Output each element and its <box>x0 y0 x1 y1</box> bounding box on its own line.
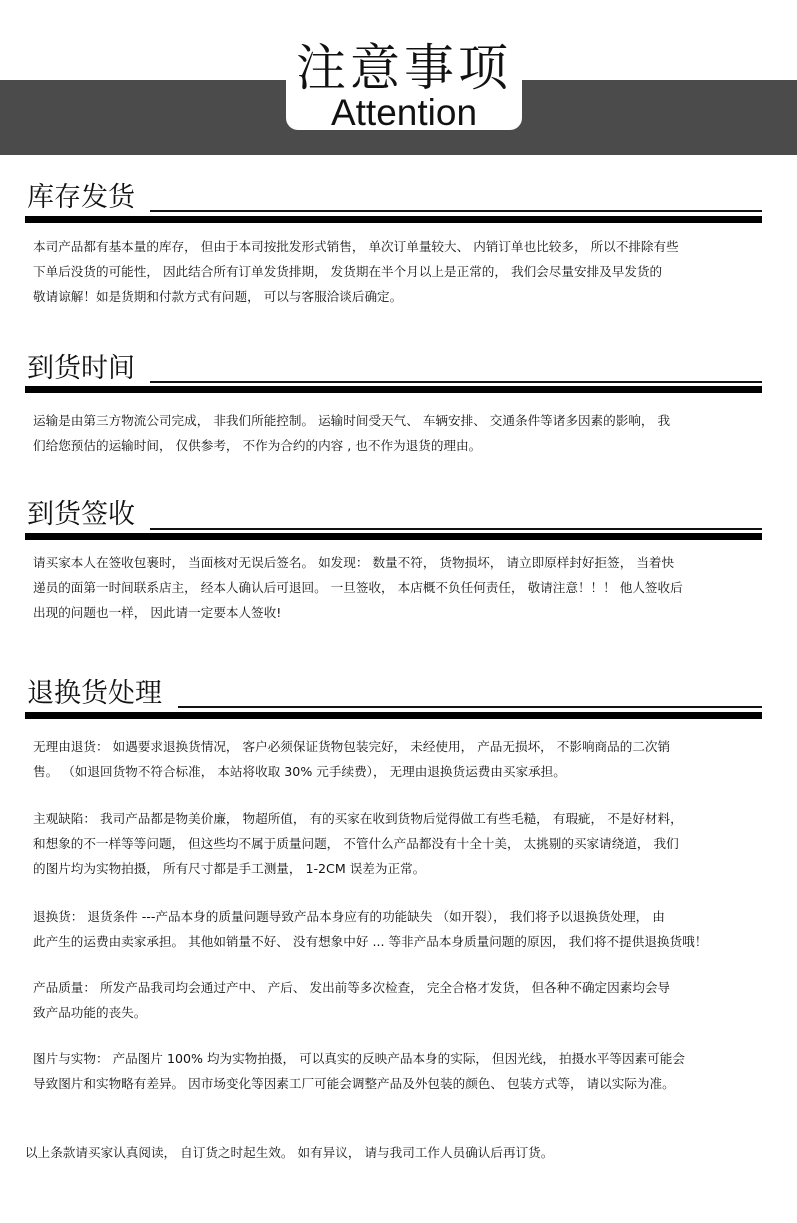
paragraph-delivery-time <box>33 408 670 458</box>
text-line: 和想象的不一样等等问题， 但这些均不属于质量问题， 不管什么产品都没有十全十美， 太挑剔的买家请绕道， 我们 <box>33 836 679 851</box>
paragraph-signing <box>33 550 683 625</box>
text-line: 导致图片和实物略有差异。 因市场变化等因素工厂可能会调整产品及外包装的颜色、 包装方式等， 请以实际为准。 <box>33 1076 675 1091</box>
text-line: 此产生的运费由卖家承担。 其他如销量不好、 没有想象中好 ... 等非产品本身质量问题的原因， 我们将不提供退换货哦！ <box>33 934 708 949</box>
section-divider <box>25 712 762 719</box>
text-line: 出现的问题也一样， 因此请一定要本人签收! <box>33 605 282 620</box>
section-divider <box>25 386 762 393</box>
section-divider <box>25 216 762 223</box>
text-line: 致产品功能的丧失。 <box>33 1005 147 1020</box>
section-divider <box>25 533 762 540</box>
text-line: 主观缺陷： 我司产品都是物美价廉， 物超所值， 有的买家在收到货物后觉得做工有些毛糙， 有瑕疵， 不是好材料， <box>33 811 683 826</box>
text-line: 运输是由第三方物流公司完成， 非我们所能控制。 运输时间受天气、 车辆安排、 交通条件等诸多因素的影响， 我 <box>33 413 671 428</box>
section-title-returns: 退换货处理 <box>27 678 162 709</box>
paragraph-quality <box>33 975 670 1025</box>
section-title-signing: 到货签收 <box>27 499 135 530</box>
text-line: 递员的面第一时间联系店主， 经本人确认后可退回。 一旦签收， 本店概不负任何责任， 敬请注意！！！ 他人签收后 <box>33 580 683 595</box>
text-line: 本司产品都有基本量的库存， 但由于本司按批发形式销售， 单次订单量较大、 内销订单也比较多， 所以不排除有些 <box>33 239 679 254</box>
section-title-stock: 库存发货 <box>27 182 135 213</box>
paragraph-stock <box>33 234 679 309</box>
paragraph-images <box>33 1046 685 1096</box>
section-underline <box>150 210 762 212</box>
page-subtitle: Attention <box>330 92 478 133</box>
text-line: 以上条款请买家认真阅读， 自订货之时起生效。 如有异议， 请与我司工作人员确认后再订货。 <box>25 1145 554 1160</box>
footer-note <box>25 1140 553 1165</box>
text-line: 退换货： 退货条件 ---产品本身的质量问题导致产品本身应有的功能缺失 （如开裂）， 我们将予以退换货处理， 由 <box>33 909 665 924</box>
section-underline <box>150 528 762 530</box>
paragraph-no-reason-return <box>33 734 670 784</box>
text-line: 无理由退货： 如遇要求退换货情况， 客户必须保证货物包装完好， 未经使用， 产品无损坏， 不影响商品的二次销 <box>33 739 671 754</box>
paragraph-subjective-defects <box>33 806 683 881</box>
text-line: 们给您预估的运输时间， 仅供参考， 不作为合约的内容 , 也不作为退货的理由。 <box>33 438 482 453</box>
section-underline <box>150 381 762 383</box>
text-line: 图片与实物： 产品图片 100% 均为实物拍摄， 可以真实的反映产品本身的实际， 但因光线， 拍摄水平等因素可能会 <box>33 1051 685 1066</box>
text-line: 产品质量： 所发产品我司均会通过产中、 产后、 发出前等多次检查， 完全合格才发货， 但各种不确定因素均会导 <box>33 980 671 995</box>
text-line: 的图片均为实物拍摄， 所有尺寸都是手工测量， 1-2CM 误差为正常。 <box>33 861 426 876</box>
section-title-delivery-time: 到货时间 <box>27 353 135 384</box>
page-title: 注意事项 <box>296 39 512 97</box>
header-title-tab <box>286 30 522 133</box>
text-line: 请买家本人在签收包裹时， 当面核对无误后签名。 如发现： 数量不符， 货物损坏， 请立即原样封好拒签， 当着快 <box>33 555 675 570</box>
text-line: 敬请谅解！如是货期和付款方式有问题， 可以与客服洽谈后确定。 <box>33 289 403 304</box>
section-underline <box>178 706 762 708</box>
text-line: 售。 （如退回货物不符合标准， 本站将收取 30% 元手续费）， 无理由退换货运费由买家承担。 <box>33 764 566 779</box>
paragraph-exchange <box>33 904 707 954</box>
text-line: 下单后没货的可能性， 因此结合所有订单发货排期， 发货期在半个月以上是正常的， 我们会尽量安排及早发货的 <box>33 264 663 279</box>
